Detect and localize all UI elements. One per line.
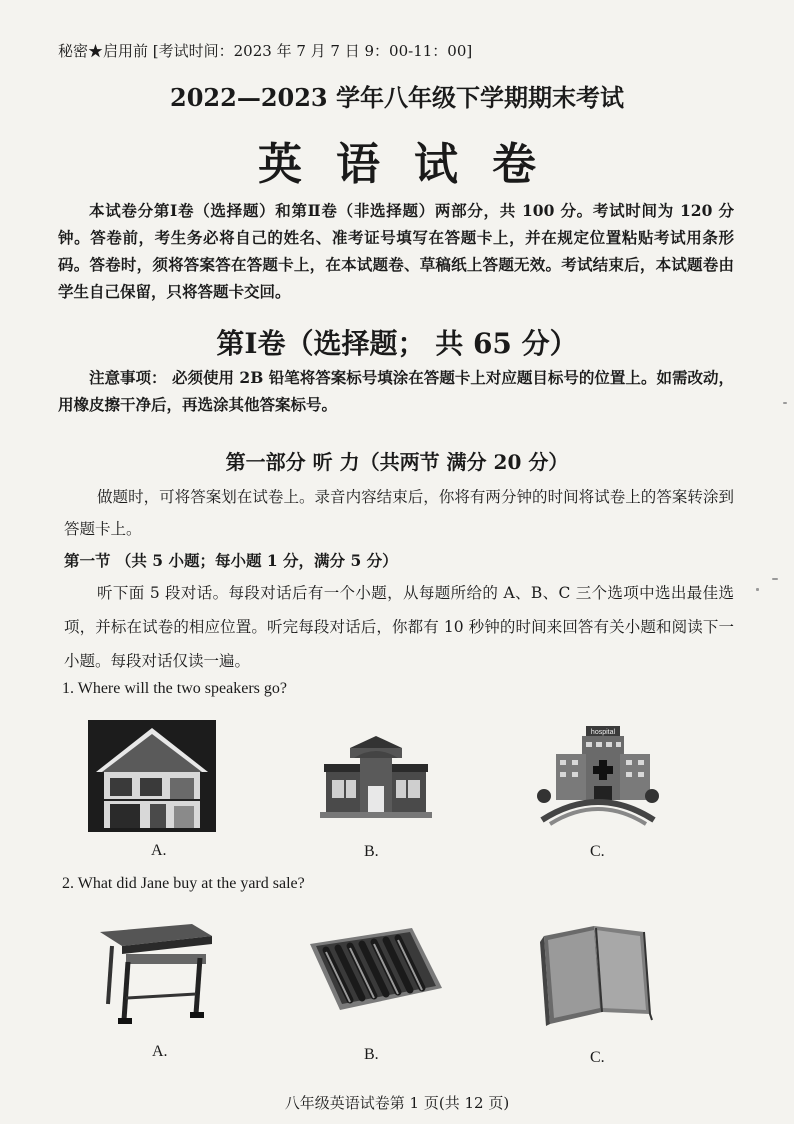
subject-title: 英语试卷 <box>258 139 570 190</box>
question-1-text: 1. Where will the two speakers go? <box>62 680 287 697</box>
q2-option-c-label: C. <box>590 1049 605 1066</box>
hospital-sign: hospital <box>590 729 616 736</box>
desk-icon <box>96 918 216 1030</box>
section1-heading: 第一节 （共 5 小题；每小题 1 分，满分 5 分） <box>64 551 398 570</box>
section1-instruction: 听下面 5 段对话。每段对话后有一个小题，从每题所给的 A、B、C 三个选项中选出最佳选项，并标在试卷的相应位置。听完每段对话后，你都有 10 秒钟的时间来回答有关小题和阅读下一小题。每段对话仅读一遍。 <box>64 584 734 670</box>
q2-option-b-label: B. <box>364 1046 379 1063</box>
q1-option-a-label: A. <box>151 842 167 859</box>
crayons-icon <box>306 926 446 1012</box>
q1-option-c-label: C. <box>590 843 605 860</box>
confidential-exam-time-line: 秘密★启用前 [考试时间：2023 年 7 月 7 日 9：00-11：00] <box>58 42 473 60</box>
hospital-icon <box>536 720 660 828</box>
exam-instructions: 本试卷分第Ⅰ卷（选择题）和第Ⅱ卷（非选择题）两部分，共 100 分。考试时间为 120 分钟。答卷前，考生务必将自己的姓名、准考证号填写在答题卡上，并在规定位置粘贴考试用条形码。答卷时，须将答案答在答题卡上，在本试题卷、草稿纸上答题无效。考试结束后，本试题卷由学生自己保留，只将答题卡交回。 <box>58 201 734 301</box>
school-building-icon <box>316 734 436 818</box>
scan-speck <box>756 588 759 591</box>
scan-speck <box>783 402 787 404</box>
listening-title: 第一部分 听 力（共两节 满分 20 分） <box>225 450 569 474</box>
question-2-text: 2. What did Jane buy at the yard sale? <box>62 875 305 892</box>
listening-instruction: 做题时，可将答案划在试卷上。录音内容结束后，你将有两分钟的时间将试卷上的答案转涂到答题卡上。 <box>64 488 734 538</box>
scan-speck <box>772 578 778 580</box>
book-icon <box>536 922 656 1026</box>
q2-option-a-label: A. <box>152 1043 168 1060</box>
page-footer: 八年级英语试卷第 1 页(共 12 页) <box>284 1094 510 1112</box>
part1-notes: 注意事项： 必须使用 2B 铅笔将答案标号填涂在答题卡上对应题目标号的位置上。如需改动，用橡皮擦干净后，再选涂其他答案标号。 <box>58 368 734 414</box>
q1-option-b-label: B. <box>364 843 379 860</box>
part1-title: 第Ⅰ卷（选择题； 共 65 分） <box>216 327 578 360</box>
exam-title: 2022—2023 学年八年级下学期期末考试 <box>170 83 624 112</box>
house-icon <box>88 720 216 832</box>
